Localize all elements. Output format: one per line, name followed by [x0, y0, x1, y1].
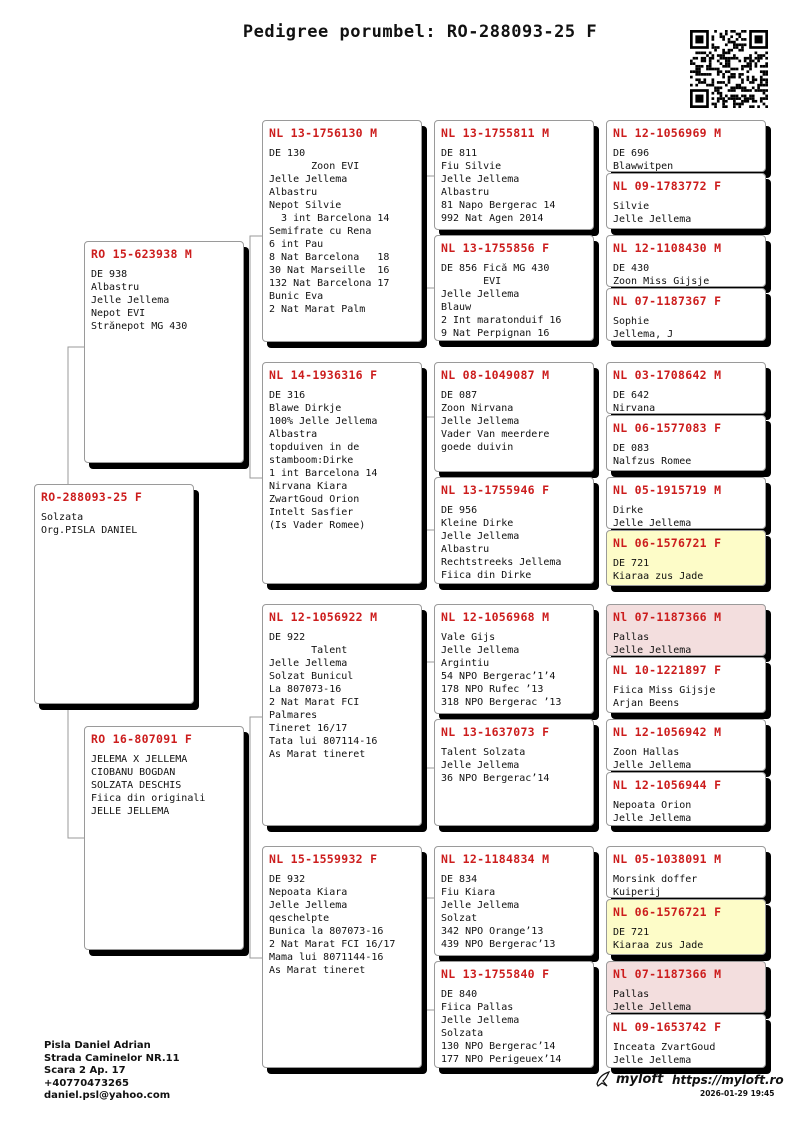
ring-number: NL 13-1637073 F [441, 725, 550, 739]
detail-line: Jelle Jellema [613, 1002, 692, 1013]
detail-line: Nepoata Kiara [269, 887, 348, 898]
ring-number: NL 12-1108430 M [613, 241, 722, 255]
detail-line: Jelle Jellema [613, 1055, 692, 1066]
detail-line: DE 130 [269, 148, 306, 159]
detail-line: 81 Napo Bergerac 14 [441, 200, 556, 211]
pigeon-details [441, 746, 587, 785]
detail-line: Blauw [441, 302, 472, 313]
detail-line: Semifrate cu Rena [269, 226, 372, 237]
pigeon-card-gen4-10 [606, 719, 766, 771]
pigeon-details [441, 147, 587, 225]
ring-number: NL 06-1576721 F [613, 905, 722, 919]
pigeon-card-main [34, 484, 194, 704]
detail-line: 992 Nat Agen 2014 [441, 213, 544, 224]
pigeon-card-gen4-8 [606, 604, 766, 656]
detail-line: DE 938 [91, 269, 128, 280]
ring-number: RO 15-623938 M [91, 247, 193, 261]
detail-line: Silvie [613, 201, 650, 212]
detail-line: Nepoata Orion [613, 800, 692, 811]
pigeon-card-gen2-1 [262, 362, 422, 584]
detail-line: 177 NPO Perigeuex’14 [441, 1054, 562, 1065]
ring-number: NL 12-1184834 M [441, 852, 550, 866]
detail-line: 9 Nat Perpignan 16 [441, 328, 550, 339]
ring-number: NL 06-1577083 F [613, 421, 722, 435]
detail-line: Fiica Pallas [441, 1002, 514, 1013]
detail-line: Talent Solzata [441, 747, 526, 758]
detail-line: Albastru [441, 544, 490, 555]
site-link[interactable]: https://myloft.ro [672, 1073, 784, 1087]
pigeon-card-gen3-4 [434, 604, 594, 714]
detail-line: 130 NPO Bergerac’14 [441, 1041, 556, 1052]
detail-line: 100% Jelle Jellema [269, 416, 378, 427]
detail-line: 6 int Pau [269, 239, 324, 250]
detail-line: Nalfzus Romee [613, 456, 692, 467]
detail-line: 439 NPO Bergerac’13 [441, 939, 556, 950]
detail-line: Solzat Bunicul [269, 671, 354, 682]
owner-email: daniel.psl@yahoo.com [44, 1090, 171, 1101]
detail-line: Jelle Jellema [269, 900, 348, 911]
owner-phone: +40770473265 [44, 1077, 129, 1089]
ring-number: RO 16-807091 F [91, 732, 193, 746]
detail-line: Kiaraa zus Jade [613, 571, 704, 582]
ring-number: RO-288093-25 F [41, 490, 143, 504]
pigeon-card-gen3-3 [434, 477, 594, 584]
pigeon-details [91, 268, 237, 333]
detail-line: Jelle Jellema [613, 518, 692, 529]
detail-line: Albastru [441, 187, 490, 198]
detail-line: As Marat tineret [269, 749, 366, 760]
detail-line: Nepot Silvie [269, 200, 342, 211]
detail-line: 2 Nat Marat FCI [269, 697, 360, 708]
detail-line: Jelle Jellema [441, 1015, 520, 1026]
detail-line: Zoon Hallas [613, 747, 680, 758]
detail-line: ZwartGoud Orion [269, 494, 360, 505]
pigeon-card-gen4-0 [606, 120, 766, 172]
detail-line: 8 Nat Barcelona 18 [269, 252, 390, 263]
detail-line: Arjan Beens [613, 698, 680, 709]
detail-line: DE 083 [613, 443, 650, 454]
detail-line: (Is Vader Romee) [269, 520, 366, 531]
detail-line: Fiica din originali [91, 793, 206, 804]
pigeon-card-gen3-6 [434, 846, 594, 956]
pigeon-details [613, 873, 759, 898]
detail-line: La 807073-16 [269, 684, 342, 695]
detail-line: Pallas [613, 989, 650, 1000]
ring-number: NL 03-1708642 M [613, 368, 722, 382]
logo-text: myloft [616, 1071, 664, 1087]
detail-line: Mama lui 8071144-16 [269, 952, 384, 963]
pigeon-details [441, 988, 587, 1066]
pigeon-details [613, 200, 759, 226]
pigeon-card-gen2-3 [262, 846, 422, 1068]
detail-line: 3 int Barcelona 14 [269, 213, 390, 224]
pigeon-card-gen4-12 [606, 846, 766, 898]
pigeon-details [41, 511, 187, 537]
detail-line: Jelle Jellema [441, 416, 520, 427]
detail-line: DE 811 [441, 148, 478, 159]
ring-number: Nl 07-1187366 M [613, 610, 722, 624]
detail-line: Kleine Dirke [441, 518, 514, 529]
detail-line: Albastru [91, 282, 140, 293]
pigeon-details [269, 147, 415, 316]
detail-line: Jelle Jellema [613, 760, 692, 771]
detail-line: JELEMA X JELLEMA [91, 754, 188, 765]
ring-number: NL 06-1576721 F [613, 536, 722, 550]
detail-line: DE 922 [269, 632, 306, 643]
detail-line: Jelle Jellema [441, 174, 520, 185]
pigeon-details [613, 631, 759, 656]
detail-line: Intelt Sasfier [269, 507, 354, 518]
pigeon-card-gen2-2 [262, 604, 422, 826]
detail-line: Org.PISLA DANIEL [41, 525, 138, 536]
ring-number: NL 12-1056969 M [613, 126, 722, 140]
ring-number: NL 13-1755856 F [441, 241, 550, 255]
pigeon-details [441, 631, 587, 709]
ring-number: NL 07-1187367 F [613, 294, 722, 308]
detail-line: Blawe Dirkje [269, 403, 342, 414]
pigeon-card-gen4-7 [606, 530, 766, 586]
pigeon-card-gen4-6 [606, 477, 766, 529]
pigeon-details [441, 262, 587, 340]
pigeon-card-gen4-13 [606, 899, 766, 955]
myloft-logo [594, 1069, 663, 1089]
pigeon-card-gen3-7 [434, 961, 594, 1068]
detail-line: 36 NPO Bergerac’14 [441, 773, 550, 784]
detail-line: Jelle Jellema [613, 813, 692, 824]
pigeon-details [613, 147, 759, 172]
ring-number: NL 05-1038091 M [613, 852, 722, 866]
detail-line: Bunica la 807073-16 [269, 926, 384, 937]
detail-line: 318 NPO Bergerac ’13 [441, 697, 562, 708]
detail-line: Jelle Jellema [441, 289, 520, 300]
detail-line: Zoon EVI [269, 161, 360, 172]
detail-line: DE 087 [441, 390, 478, 401]
ring-number: NL 05-1915719 M [613, 483, 722, 497]
detail-line: Zoon Nirvana [441, 403, 514, 414]
owner-street: Strada Caminelor NR.11 [44, 1052, 180, 1064]
pigeon-card-gen3-1 [434, 235, 594, 341]
ring-number: NL 15-1559932 F [269, 852, 378, 866]
detail-line: Fiu Silvie [441, 161, 502, 172]
detail-line: Talent [269, 645, 348, 656]
detail-line: Tata lui 807114-16 [269, 736, 378, 747]
pigeon-card-gen4-2 [606, 235, 766, 287]
detail-line: DE 642 [613, 390, 650, 401]
detail-line: DE 721 [613, 558, 650, 569]
detail-line: 30 Nat Marseille 16 [269, 265, 390, 276]
pigeon-details [91, 753, 237, 818]
ring-number: NL 10-1221897 F [613, 663, 722, 677]
owner-name: Pisla Daniel Adrian [44, 1040, 151, 1051]
detail-line: DE 721 [613, 927, 650, 938]
page-title: Pedigree porumbel: RO-288093-25 F [242, 22, 598, 42]
detail-line: Vader Van meerdere [441, 429, 550, 440]
detail-line: Jelle Jellema [441, 900, 520, 911]
pigeon-details [613, 504, 759, 529]
ring-number: NL 09-1653742 F [613, 1020, 722, 1034]
detail-line: Sophie [613, 316, 650, 327]
detail-line: Jelle Jellema [91, 295, 170, 306]
detail-line: DE 834 [441, 874, 478, 885]
pigeon-card-gen4-5 [606, 415, 766, 471]
pigeon-card-gen1-1 [84, 726, 244, 950]
pigeon-card-gen4-14 [606, 961, 766, 1013]
ring-number: NL 12-1056968 M [441, 610, 550, 624]
detail-line: Fiica Miss Gijsje [613, 685, 716, 696]
detail-line: Jelle Jellema [441, 760, 520, 771]
detail-line: Jelle Jellema [441, 645, 520, 656]
detail-line: Rechtstreeks Jellema [441, 557, 562, 568]
detail-line: JELLE JELLEMA [91, 806, 170, 817]
detail-line: 132 Nat Barcelona 17 [269, 278, 390, 289]
detail-line: Nirvana [613, 403, 656, 414]
detail-line: As Marat tineret [269, 965, 366, 976]
pigeon-card-gen4-1 [606, 173, 766, 229]
detail-line: Palmares [269, 710, 318, 721]
pigeon-details [441, 504, 587, 582]
pigeon-details [269, 389, 415, 532]
detail-line: Pallas [613, 632, 650, 643]
detail-line: Strănepot MG 430 [91, 321, 188, 332]
detail-line: 2 Nat Marat FCI 16/17 [269, 939, 396, 950]
pigeon-card-gen3-2 [434, 362, 594, 472]
detail-line: DE 856 Fică MG 430 [441, 263, 550, 274]
detail-line: EVI [441, 276, 502, 287]
detail-line: DE 316 [269, 390, 306, 401]
detail-line: DE 956 [441, 505, 478, 516]
pigeon-card-gen4-4 [606, 362, 766, 414]
detail-line: 2 Nat Marat Palm [269, 304, 366, 315]
detail-line: Solzata [441, 1028, 484, 1039]
detail-line: Zoon Miss Gijsje [613, 276, 710, 287]
detail-line: CIOBANU BOGDAN [91, 767, 176, 778]
detail-line: DE 430 [613, 263, 650, 274]
detail-line: Vale Gijs [441, 632, 496, 643]
detail-line: Kiaraa zus Jade [613, 940, 704, 951]
pigeon-card-gen4-11 [606, 772, 766, 826]
ring-number: NL 12-1056942 M [613, 725, 722, 739]
pigeon-details [613, 389, 759, 414]
pigeon-details [441, 873, 587, 951]
pigeon-details [269, 631, 415, 761]
ring-number: NL 13-1755946 F [441, 483, 550, 497]
ring-number: NL 13-1755811 M [441, 126, 550, 140]
detail-line: Bunic Eva [269, 291, 324, 302]
detail-line: DE 840 [441, 989, 478, 1000]
detail-line: Tineret 16/17 [269, 723, 348, 734]
pigeon-details [441, 389, 587, 454]
pigeon-details [613, 799, 759, 825]
pigeon-details [613, 926, 759, 952]
pigeon-details [269, 873, 415, 977]
detail-line: Jelle Jellema [613, 645, 692, 656]
detail-line: Argintiu [441, 658, 490, 669]
ring-number: NL 12-1056944 F [613, 778, 722, 792]
detail-line: qeschelpte [269, 913, 330, 924]
ring-number: NL 14-1936316 F [269, 368, 378, 382]
detail-line: 54 NPO Bergerac’1’4 [441, 671, 556, 682]
detail-line: DE 932 [269, 874, 306, 885]
detail-line: Morsink doffer [613, 874, 698, 885]
detail-line: 2 Int maratonduif 16 [441, 315, 562, 326]
detail-line: Nepot EVI [91, 308, 146, 319]
detail-line: Albastra [269, 429, 318, 440]
pigeon-card-gen4-15 [606, 1014, 766, 1068]
detail-line: topduiven in de [269, 442, 360, 453]
detail-line: stamboom:Dirke [269, 455, 354, 466]
detail-line: Jelle Jellema [269, 174, 348, 185]
ring-number: Nl 07-1187366 M [613, 967, 722, 981]
pigeon-card-gen2-0 [262, 120, 422, 342]
detail-line: 1 int Barcelona 14 [269, 468, 378, 479]
detail-line: SOLZATA DESCHIS [91, 780, 182, 791]
pigeon-details [613, 746, 759, 771]
detail-line: goede duivin [441, 442, 514, 453]
pigeon-details [613, 988, 759, 1013]
detail-line: DE 696 [613, 148, 650, 159]
detail-line: Inceata ZvartGoud [613, 1042, 716, 1053]
detail-line: Jelle Jellema [441, 531, 520, 542]
detail-line: Nirvana Kiara [269, 481, 348, 492]
detail-line: Jelle Jellema [269, 658, 348, 669]
pigeon-details [613, 262, 759, 287]
pigeon-details [613, 1041, 759, 1067]
detail-line: Solzata [41, 512, 84, 523]
owner-apartment: Scara 2 Ap. 17 [44, 1065, 126, 1076]
detail-line: Dirke [613, 505, 644, 516]
pigeon-card-gen3-5 [434, 719, 594, 826]
pigeon-details [613, 315, 759, 341]
ring-number: NL 09-1783772 F [613, 179, 722, 193]
ring-number: NL 12-1056922 M [269, 610, 378, 624]
detail-line: Solzat [441, 913, 478, 924]
detail-line: Blawwitpen [613, 161, 674, 172]
print-timestamp: 2026-01-29 19:45 [700, 1089, 775, 1098]
detail-line: Jellema, J [613, 329, 674, 340]
detail-line: 342 NPO Orange’13 [441, 926, 544, 937]
ring-number: NL 13-1755840 F [441, 967, 550, 981]
detail-line: 178 NPO Rufec ’13 [441, 684, 544, 695]
detail-line: Fiica din Dirke [441, 570, 532, 581]
pigeon-card-gen4-3 [606, 288, 766, 341]
ring-number: NL 13-1756130 M [269, 126, 378, 140]
detail-line: Fiu Kiara [441, 887, 496, 898]
ring-number: NL 08-1049087 M [441, 368, 550, 382]
detail-line: Jelle Jellema [613, 214, 692, 225]
pigeon-card-gen1-0 [84, 241, 244, 463]
owner-address [44, 1040, 180, 1103]
pigeon-details [613, 442, 759, 468]
pigeon-details [613, 684, 759, 710]
detail-line: Kuiperij [613, 887, 662, 898]
pigeon-details [613, 557, 759, 583]
detail-line: Albastru [269, 187, 318, 198]
pigeon-card-gen3-0 [434, 120, 594, 230]
pigeon-logo-icon [594, 1069, 614, 1089]
pigeon-card-gen4-9 [606, 657, 766, 713]
